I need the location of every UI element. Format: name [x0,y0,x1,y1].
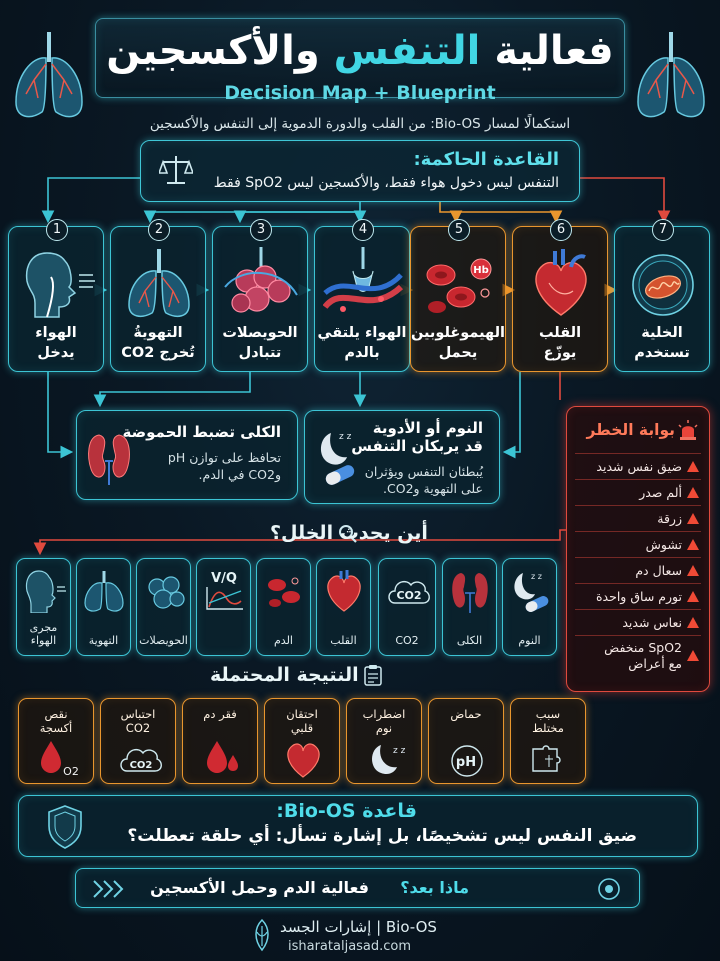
kidney-box-line2: وCO2 في الدم. [198,467,281,482]
outcome-label [347,707,421,735]
chevrons-right-icon [92,879,128,899]
next-topic-bar[interactable] [75,868,640,908]
co2-cloud-icon [383,569,433,613]
step-label [411,323,505,363]
danger-item-text: ضيق نفس شديد [596,459,682,474]
outcome-mixed-cause [510,698,586,784]
where-label: النوم [518,634,541,647]
step-number: 7 [652,219,674,241]
danger-item [575,479,701,505]
where-title: أين يحدث الخلل؟ [270,522,428,544]
step-heart [512,222,608,372]
outcome-line2: أكسجة [39,721,73,735]
where-blood [256,558,311,656]
lungs-icon [81,569,127,613]
heart-icon [321,569,367,613]
co2-label: CO2 [129,760,153,771]
airway-head-icon [21,569,67,613]
danger-item-text: تشوش [645,537,682,552]
heart-icon [521,247,601,319]
step-label-line2: تُخرج CO2 [121,345,195,361]
danger-item-text: زرقة [657,511,682,526]
outcome-line2: مختلط [532,721,564,735]
next-answer: فعالية الدم وحمل الأكسجين [150,878,369,897]
step-label-line1: التهويةُ [133,325,183,341]
step-label [315,323,409,363]
kidney-box-title: الكلى تضبط الحموضة [122,423,281,441]
outcome-anemia [182,698,258,784]
kidney-acid-box [76,410,298,500]
warning-icon [687,565,699,576]
outcome-hypoxemia [18,698,94,784]
step-label-line1: الهواء يلتقي [317,325,407,341]
svg-text:z z: z z [339,432,352,442]
step-label-line1: القلب [538,325,582,341]
step-label [213,323,307,363]
scale-icon [159,153,193,187]
where-label: الكلى [456,634,483,647]
outcome-label [183,707,257,721]
danger-item [575,609,701,635]
target-icon [597,877,621,901]
alveoli-icon [141,569,187,613]
outcome-line1: احتباس [120,707,156,721]
bio-rule-title: قاعدة Bio-OS: [276,800,417,822]
step-label-line1: الخلية [641,325,683,341]
danger-item [575,531,701,557]
ph-label: pH [455,755,477,770]
step-number: 1 [46,219,68,241]
where-label [17,621,70,647]
page-subtitle: Decision Map + Blueprint [224,82,496,104]
outcome-line1: سبب [535,707,561,721]
footer-brand: إشارات الجسد | Bio-OS [280,918,437,936]
intro-text: استكمالًا لمسار Bio-OS: من القلب والدورة الدموية إلى التنفس والأكسجين [149,116,571,132]
step-number: 3 [250,219,272,241]
o2-label: O2 [63,765,79,778]
step-number: 5 [448,219,470,241]
outcome-line1: اضطراب [362,707,406,721]
step-label-line1: الهواء [35,325,77,341]
blood-drop-o2-icon [37,739,81,779]
where-sleep [502,558,557,656]
step-number: 4 [352,219,374,241]
warning-icon [687,539,699,550]
moon-pills-icon [507,569,553,613]
danger-item [575,557,701,583]
warning-icon [687,487,699,498]
where-label: الحويصلات [139,634,188,647]
outcome-line2: CO2 [125,721,151,735]
outcome-label [19,707,93,735]
warning-icon [687,513,699,524]
step-label [615,323,709,363]
governing-rule-box [140,140,580,202]
title-part2: والأكسجين [106,28,320,74]
danger-item [575,635,701,675]
outcome-co2-retention [100,698,176,784]
outcome-line1: نقص [44,707,68,721]
danger-gate [566,406,710,692]
danger-gate-title: بوابة الخطر [586,421,675,439]
step-label [9,323,103,363]
danger-item [575,453,701,479]
sleep-box-title1: النوم أو الأدوية [372,419,483,437]
where-label: CO2 [395,634,419,647]
blood-cells-icon [261,569,307,613]
danger-item-text: نعاس شديد [622,615,682,630]
lungs-right-icon [632,28,710,124]
where-label: التهوية [88,634,119,647]
airway-head-icon [17,247,97,319]
puzzle-icon [529,739,573,779]
danger-item [575,505,701,531]
where-alveoli [136,558,191,656]
step-label-line2: بالدم [344,345,380,361]
sleep-box-text [365,463,483,497]
svg-text:z z: z z [393,746,406,756]
shield-icon [45,804,85,850]
outcome-line1: حماض [450,707,482,721]
title-accent: التنفس [333,28,481,74]
where-label-line1: مجرى [29,621,58,634]
outcome-label [429,707,503,721]
next-question: ماذا بعد؟ [400,878,469,897]
outcome-label [265,707,339,735]
brand-logo-icon [250,918,274,952]
step-label-line2: يوزّع [543,345,577,361]
where-vq [196,558,251,656]
outcome-sleep-disorder [346,698,422,784]
step-label-line2: تتبادل [238,345,282,361]
outcome-label [511,707,585,735]
danger-item-text: تورم ساق واحدة [596,589,682,604]
step-air-meets-blood [314,222,410,372]
outcome-line1: فقر دم [203,707,237,721]
where-label-line2: الهواء [30,634,57,647]
bio-os-rule-box [18,795,698,857]
where-heart [316,558,371,656]
warning-icon [687,617,699,628]
outcomes-title: النتيجة المحتملة [210,664,359,686]
cell-mitochondria-icon [623,247,703,319]
danger-item [575,583,701,609]
warning-icon [687,461,699,472]
blood-drops-icon [201,739,245,779]
step-hemoglobin [410,222,506,372]
co2-icon-label: CO2 [396,589,422,602]
co2-cloud-icon [119,739,163,779]
danger-last-line2: مع أعراض [628,655,682,671]
ph-icon [447,739,491,779]
step-label [111,323,205,363]
step-label [513,323,607,363]
footer-url[interactable]: isharataljasad.com [288,939,412,954]
sleep-box-title [351,419,483,455]
blood-vessels-icon [323,247,403,319]
danger-last-line1: SpO2 منخفض [604,639,682,655]
warning-icon [687,591,699,602]
step-label-line2: يدخل [37,345,75,361]
step-label-line1: الهيموغلوبين [410,325,505,341]
step-number: 2 [148,219,170,241]
siren-icon [677,419,699,441]
outcome-line1: احتقان [286,707,318,721]
vq-icon-label: V/Q [211,571,237,586]
moon-icon [365,739,409,779]
hb-label: Hb [473,265,489,276]
sleep-box-line2: على التهوية وCO2. [383,481,483,496]
bio-rule-text: ضيق النفس ليس تشخيصًا، بل إشارة تسأل: أي حلقة تعطلت؟ [127,826,637,846]
sleep-box-title2: قد يربكان التنفس [351,437,483,455]
red-blood-cells-icon [419,247,499,319]
heart-icon [283,739,327,779]
outcome-acidosis [428,698,504,784]
danger-item-text: سعال دم [635,563,682,578]
kidneys-icon [447,569,493,613]
warning-icon [687,650,699,661]
where-airway [16,558,71,656]
alveoli-icon [221,247,301,319]
danger-item-text: ألم صدر [639,485,682,500]
where-label: القلب [330,634,357,647]
outcome-heart-congestion [264,698,340,784]
where-kidneys [442,558,497,656]
step-ventilation [110,222,206,372]
step-alveoli [212,222,308,372]
lungs-left-icon [10,28,88,124]
step-label-line2: تستخدم [634,345,690,361]
governing-rule-title: القاعدة الحاكمة: [413,149,559,170]
step-air-enters [8,222,104,372]
where-ventilation [76,558,131,656]
governing-rule-text: التنفس ليس دخول هواء فقط، والأكسجين ليس SpO2 فقط [213,175,559,191]
outcome-line2: نوم [375,721,393,735]
step-label-line1: الحويصلات [222,325,298,341]
danger-item-text [604,640,682,672]
sleep-drugs-box [304,410,500,504]
where-co2 [378,558,436,656]
step-label-line2: يحمل [438,345,478,361]
sleep-box-line1: يُبطئان التنفس ويؤثران [364,464,483,479]
kidney-box-text [168,449,281,483]
where-label: الدم [274,634,293,647]
vq-graph-icon [201,569,247,613]
step-number: 6 [550,219,572,241]
kidney-box-line1: تحافظ على توازن pH [167,450,281,465]
title-part1: فعالية [494,28,614,74]
outcome-label [101,707,175,735]
page-title [95,28,625,74]
clipboard-icon [364,664,382,686]
step-cell [614,222,710,372]
danger-list [575,453,701,675]
lungs-icon [119,247,199,319]
svg-text:z z: z z [531,572,542,581]
outcome-line2: قلبي [290,721,314,735]
